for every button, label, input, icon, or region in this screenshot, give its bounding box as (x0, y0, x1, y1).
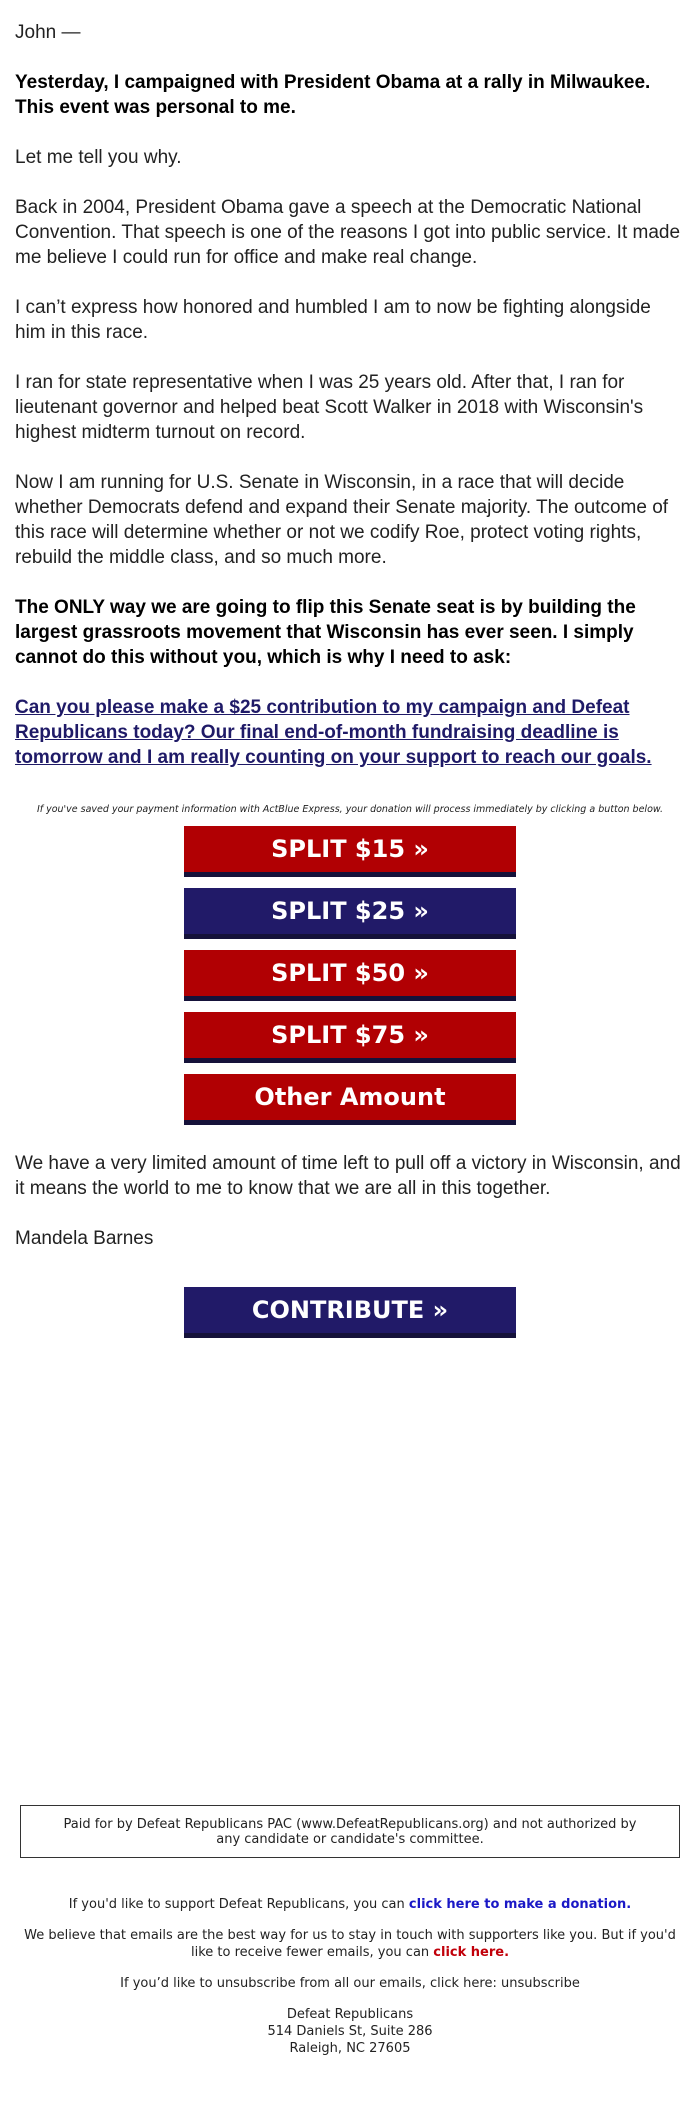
donation-button-group (15, 826, 685, 1125)
donation-link[interactable]: click here to make a donation. (408, 1897, 632, 1912)
mailing-address (0, 2006, 700, 2057)
fewer-emails-link[interactable]: click here. (433, 1945, 510, 1960)
signature: Mandela Barnes (15, 1228, 154, 1249)
address-line-2: Raleigh, NC 27605 (289, 2041, 411, 2056)
split-15-button[interactable]: SPLIT $15 » (184, 826, 516, 877)
support-line (0, 1896, 700, 1913)
bold-ask-paragraph: The ONLY way we are going to flip this Senate seat is by building the largest grassroots movement that Wisconsin has ever seen. I simply cannot do this without you, which is why I need to ask: (15, 597, 636, 668)
contribution-ask-link[interactable]: Can you please make a $25 contribution to my campaign and Defeat Republicans today? Our final end-of-month fundraising deadline is tomorrow and I am really counting on your support to reach our goals. (15, 697, 652, 768)
support-text: If you'd like to support Defeat Republicans, you can (68, 1897, 405, 1912)
unsubscribe-link[interactable]: unsubscribe (500, 1976, 580, 1991)
split-50-button[interactable]: SPLIT $50 » (184, 950, 516, 1001)
address-line-1: 514 Daniels St, Suite 286 (267, 2024, 433, 2039)
split-25-button[interactable]: SPLIT $25 » (184, 888, 516, 939)
fewer-emails-text: We believe that emails are the best way for us to stay in touch with supporters like you. But if you'd like to receive fewer emails, you can (24, 1928, 676, 1960)
org-name: Defeat Republicans (286, 2007, 414, 2022)
paragraph-senate-race: Now I am running for U.S. Senate in Wisconsin, in a race that will decide whether Democrats defend and expand their Senate majority. The outcome of this race will determine whether or not we codify Roe, protect voting rights, rebuild the middle class, and so much more. (15, 472, 669, 568)
split-75-button[interactable]: SPLIT $75 » (184, 1012, 516, 1063)
intro-bold-paragraph: Yesterday, I campaigned with President Obama at a rally in Milwaukee. This event was personal to me. (15, 72, 651, 118)
fewer-emails-line (0, 1927, 700, 1961)
other-amount-button[interactable]: Other Amount (184, 1074, 516, 1125)
closing-paragraph: We have a very limited amount of time left to pull off a victory in Wisconsin, and it means the world to me to know that we are all in this together. (15, 1153, 681, 1199)
unsubscribe-line (0, 1975, 700, 1992)
greeting: John — (15, 22, 81, 43)
paragraph-honored: I can’t express how honored and humbled I am to now be fighting alongside him in this race. (15, 297, 651, 343)
unsubscribe-text: If you’d like to unsubscribe from all our emails, click here: (120, 1976, 497, 1991)
actblue-express-note: If you've saved your payment information with ActBlue Express, your donation will process immediately by clicking a button below. (36, 804, 664, 815)
paragraph-2004-speech: Back in 2004, President Obama gave a speech at the Democratic National Convention. That speech is one of the reasons I got into public service. It made me believe I could run for office and make real change. (15, 197, 681, 268)
paragraph-why: Let me tell you why. (15, 147, 182, 168)
email-footer (0, 1805, 700, 2057)
contribute-button[interactable]: CONTRIBUTE » (184, 1287, 516, 1338)
paragraph-background: I ran for state representative when I was 25 years old. After that, I ran for lieutenant governor and helped beat Scott Walker in 2018 with Wisconsin's highest midterm turnout on record. (15, 372, 644, 443)
paid-for-disclaimer: Paid for by Defeat Republicans PAC (www.DefeatRepublicans.org) and not authorized by any candidate or candidate's committee. (20, 1805, 680, 1858)
